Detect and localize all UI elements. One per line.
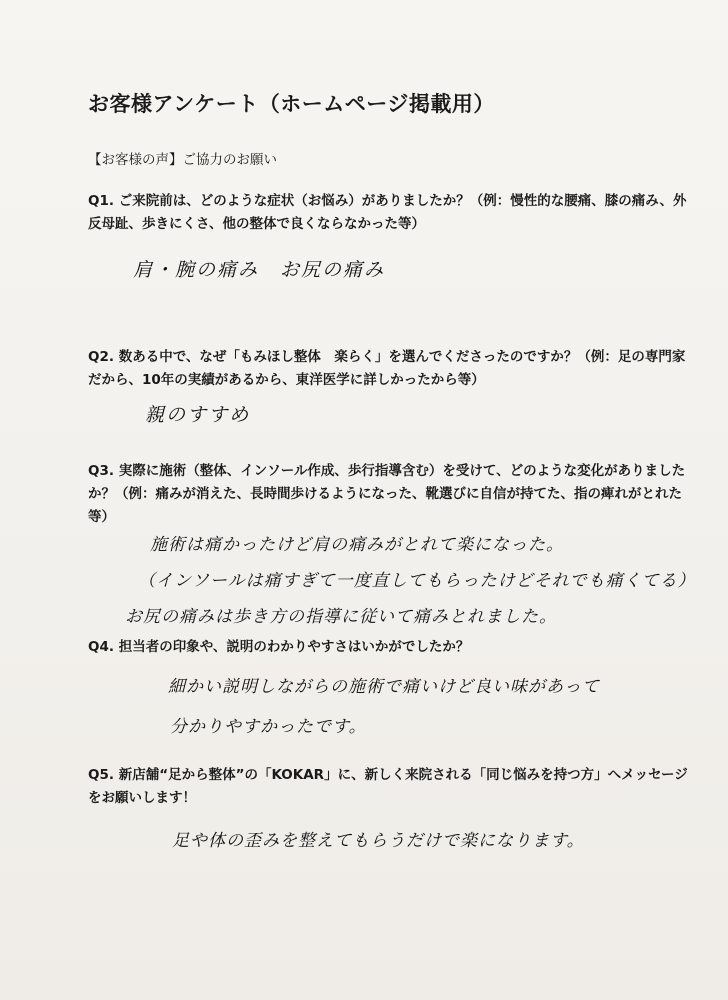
question-2: Q2. 数ある中で、なぜ「もみほし整体 楽らく」を選んでくださったのですか？（例：足の専門家だから、10年の実績があるから、東洋医学に詳しかったから等） [88,349,686,388]
page-subtitle: 【お客様の声】ご協力のお願い [88,152,277,168]
answer-3-line-2: （インソールは痛すぎて一度直してもらったけどそれでも痛くてる） [138,571,696,591]
answer-1: 肩・腕の痛み お尻の痛み [133,259,386,281]
question-4: Q4. 担当者の印象や、説明のわかりやすさはいかがでしたか？ [88,639,470,655]
answer-3-line-1: 施術は痛かったけど肩の痛みがとれて楽になった。 [150,535,564,555]
answer-4-line-2: 分かりやすかったです。 [170,717,367,737]
page-title: お客様アンケート（ホームページ掲載用） [88,92,495,116]
answer-2: 親のすすめ [145,404,251,426]
answer-4-line-1: 細かい説明しながらの施術で痛いけど良い味があって [168,677,600,697]
question-5: Q5. 新店舗“足から整体”の「KOKAR」に、新しく来院される「同じ悩みを持つ方」へメッセージをお願いします！ [88,767,688,806]
answer-5: 足や体の歪みを整えてもらうだけで楽になります。 [172,831,585,851]
question-3: Q3. 実際に施術（整体、インソール作成、歩行指導含む）を受けて、どのような変化がありましたか？（例：痛みが消えた、長時間歩けるようになった、靴選びに自信が持てた、指の痺れがとれた等） [88,463,686,525]
answer-3-line-3: お尻の痛みは歩き方の指導に従いて痛みとれました。 [125,607,557,627]
question-1: Q1. ご来院前は、どのような症状（お悩み）がありましたか？（例：慢性的な腰痛、膝の痛み、外反母趾、歩きにくさ、他の整体で良くならなかった等） [88,193,687,232]
